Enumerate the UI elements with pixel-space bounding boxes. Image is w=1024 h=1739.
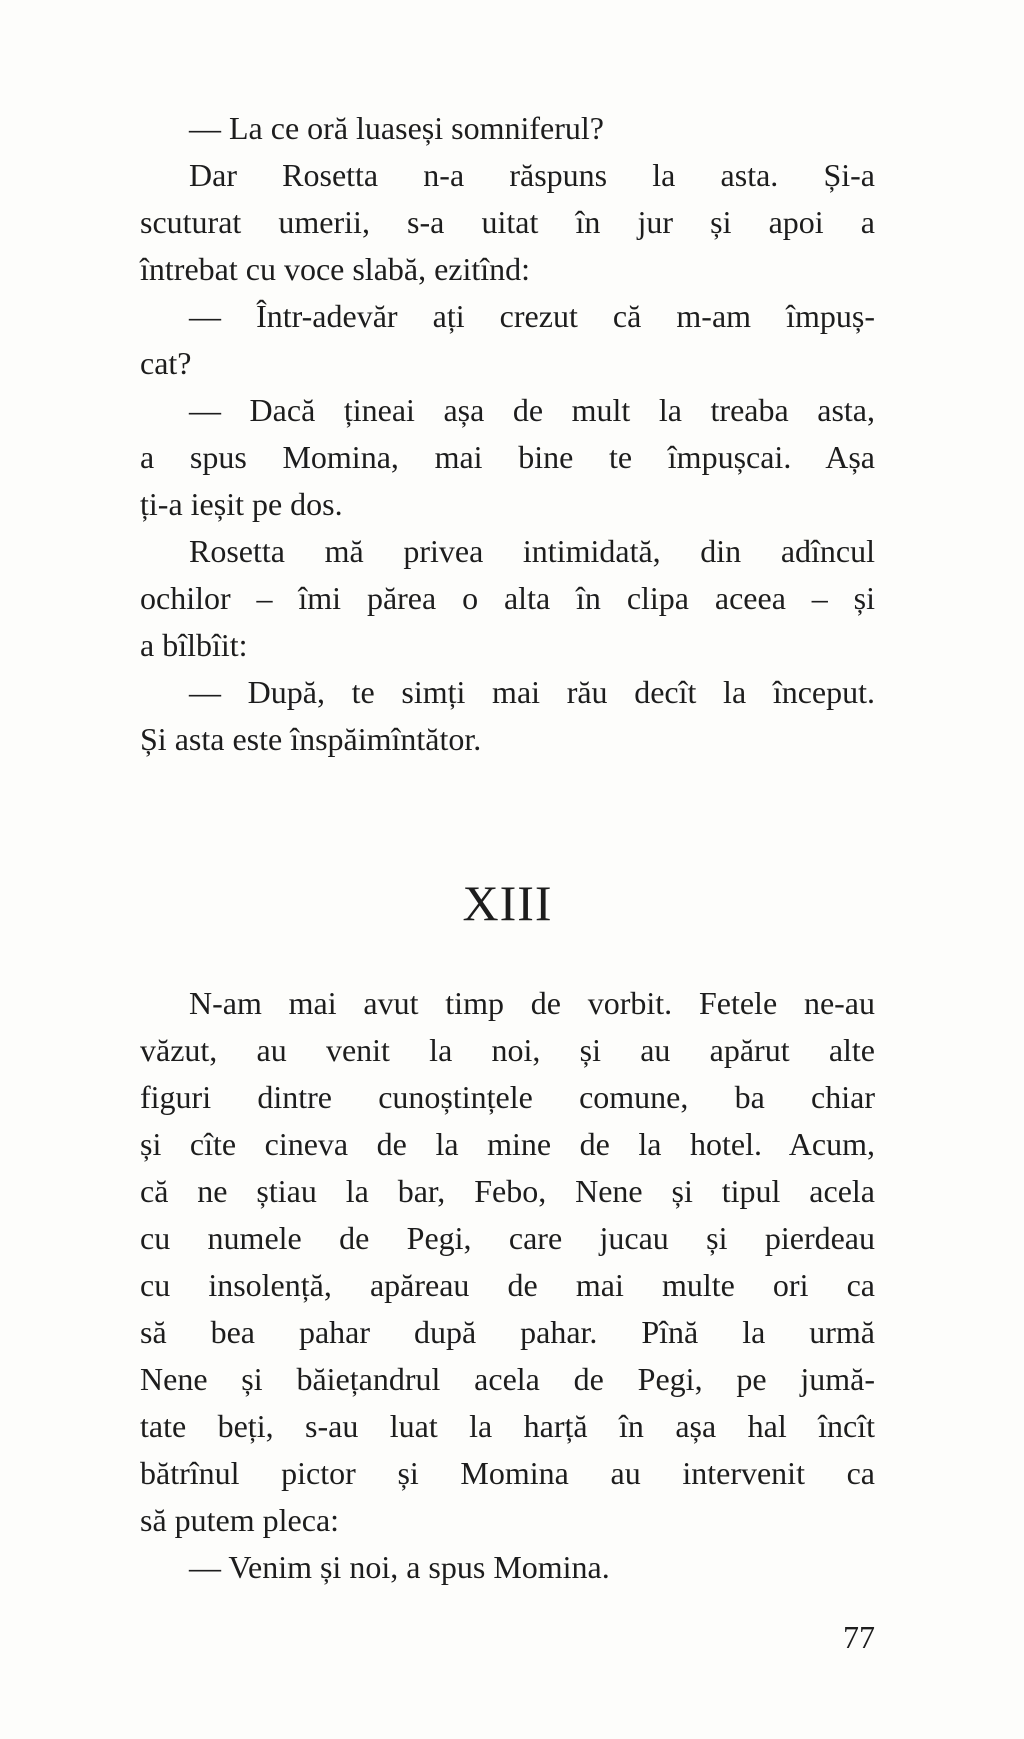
text-line: scuturat umerii, s-a uitat în jur și apoi a <box>140 204 875 240</box>
paragraph <box>140 152 875 293</box>
text-line: N-am mai avut timp de vorbit. Fetele ne-au <box>189 985 875 1021</box>
paragraph <box>140 387 875 528</box>
paragraph <box>140 980 875 1544</box>
text-line: a spus Momina, mai bine te împușcai. Așa <box>140 439 875 475</box>
text-line: ochilor – îmi părea o alta în clipa aceea – și <box>140 580 875 616</box>
text-line: bătrînul pictor și Momina au intervenit ca <box>140 1455 875 1491</box>
paragraph <box>140 669 875 763</box>
text-line: și cîte cineva de la mine de la hotel. Acum, <box>140 1126 875 1162</box>
text-line: întrebat cu voce slabă, ezitînd: <box>140 251 531 287</box>
text-line: tate beți, s-au luat la harță în așa hal încît <box>140 1408 875 1444</box>
text-line: Și asta este înspăimîntător. <box>140 721 482 757</box>
text-block-bottom <box>140 980 875 1591</box>
text-line: Dar Rosetta n-a răspuns la asta. Și-a <box>189 157 875 193</box>
text-line: să putem pleca: <box>140 1502 340 1538</box>
text-line: — Venim și noi, a spus Momina. <box>189 1549 610 1585</box>
text-line: văzut, au venit la noi, și au apărut alte <box>140 1032 875 1068</box>
text-line: cat? <box>140 345 192 381</box>
text-line: — Într-adevăr ați crezut că m-am împuș- <box>189 298 875 334</box>
text-line: — După, te simți mai rău decît la început. <box>189 674 875 710</box>
text-line: cu insolență, apăreau de mai multe ori ca <box>140 1267 875 1303</box>
text-block-top <box>140 105 875 763</box>
text-line: Nene și băiețandrul acela de Pegi, pe jumă- <box>140 1361 875 1397</box>
paragraph <box>140 528 875 669</box>
text-line: ți-a ieșit pe dos. <box>140 486 343 522</box>
text-line: a bîlbîit: <box>140 627 248 663</box>
text-line: figuri dintre cunoștințele comune, ba chiar <box>140 1079 875 1115</box>
paragraph <box>140 293 875 387</box>
paragraph <box>140 105 875 152</box>
text-line: — La ce oră luaseși somniferul? <box>189 110 604 146</box>
chapter-heading: XIII <box>462 875 553 931</box>
text-line: — Dacă țineai așa de mult la treaba asta, <box>189 392 875 428</box>
paragraph <box>140 1544 875 1591</box>
page-number: 77 <box>843 1619 875 1655</box>
text-line: Rosetta mă privea intimidată, din adîncul <box>189 533 875 569</box>
text-line: să bea pahar după pahar. Pînă la urmă <box>140 1314 875 1350</box>
text-line: cu numele de Pegi, care jucau și pierdeau <box>140 1220 875 1256</box>
text-line: că ne știau la bar, Febo, Nene și tipul acela <box>140 1173 875 1209</box>
